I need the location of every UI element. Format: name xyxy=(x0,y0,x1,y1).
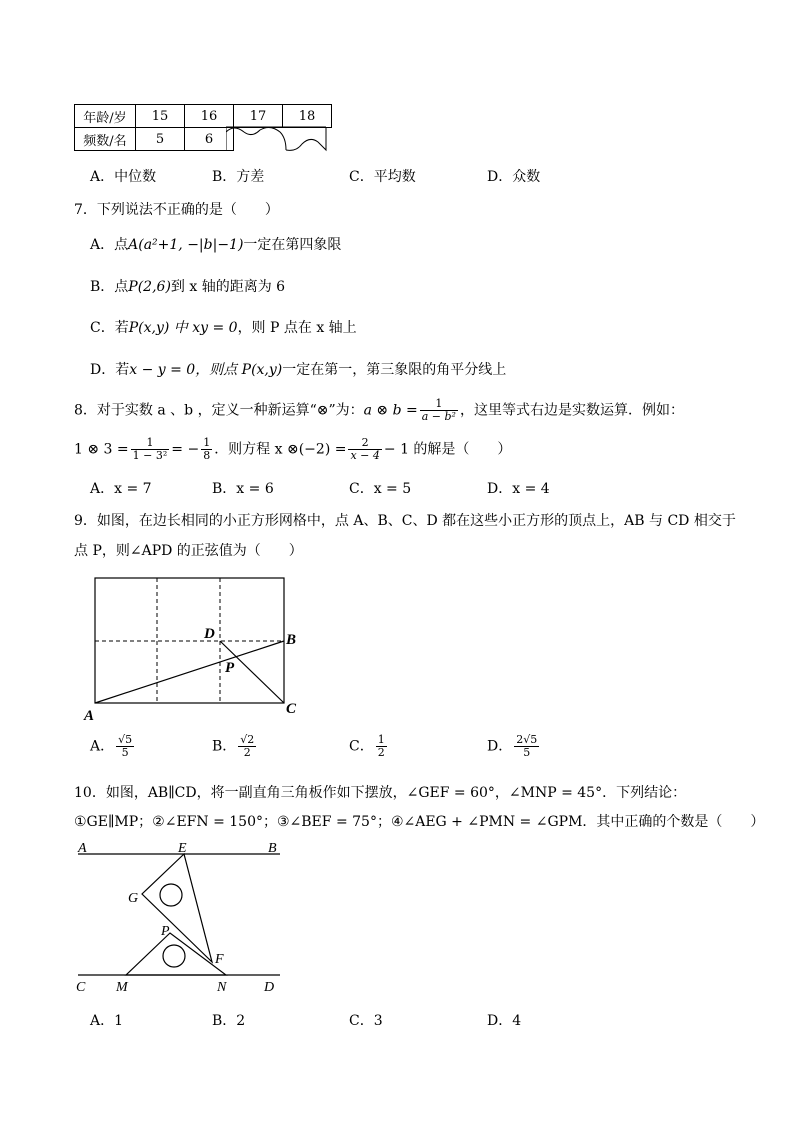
point-m-label: M xyxy=(116,980,128,995)
q8-ex-eq: = − xyxy=(171,441,200,458)
fraction-denominator: 1 − 3² xyxy=(132,449,168,462)
fraction-denominator: 2 xyxy=(243,746,251,759)
q7-stem: 7．下列说法不正确的是（ ） xyxy=(74,202,279,218)
q8-ex-post: − 1 的解是（ ） xyxy=(383,441,512,458)
segment-ab xyxy=(95,641,284,703)
q9-a-fraction xyxy=(116,734,134,759)
q7-b-math: P(2,6) xyxy=(128,279,171,295)
q9-d-fraction xyxy=(514,734,539,759)
q8-stem-line1 xyxy=(74,398,684,423)
q8-ex-fraction xyxy=(131,437,170,462)
q7-option-b[interactable] xyxy=(90,276,285,296)
q8-def-fraction xyxy=(420,398,458,423)
q10-triangle-diagram xyxy=(70,838,290,998)
fraction-denominator: 5 xyxy=(523,746,531,759)
q9-option-d[interactable] xyxy=(487,734,541,759)
q7-a-math: A(a²+1, −|b|−1) xyxy=(128,237,244,253)
q10-option-a[interactable]: A．1 xyxy=(90,1013,124,1029)
q8-stem-pre: 8．对于实数 a 、b ，定义一种新运算“⊗”为： xyxy=(74,402,364,419)
fraction-denominator: a − b² xyxy=(421,410,456,423)
q6-option-b[interactable]: B．方差 xyxy=(212,169,265,185)
q10-option-b[interactable]: B．2 xyxy=(212,1013,246,1029)
q7-d-suffix: 一定在第一，第三象限的角平分线上 xyxy=(282,362,507,378)
q9-c-fraction xyxy=(376,734,387,759)
q8-ex-lhs: 1 ⊗ 3 = xyxy=(74,441,129,458)
point-p-label: P xyxy=(161,924,170,939)
q7-c-math: P(x,y) 中 xy = 0 xyxy=(128,320,238,336)
table-cell: 频数/名 xyxy=(75,128,136,151)
q9-option-b[interactable] xyxy=(212,734,258,759)
triangle-hole xyxy=(163,945,185,967)
q8-stem-line2 xyxy=(74,437,511,462)
q9-c-letter: C． xyxy=(349,738,374,755)
point-a-label: A xyxy=(84,708,95,720)
q10-option-c[interactable]: C．3 xyxy=(349,1013,383,1029)
q7-b-prefix: B．点 xyxy=(90,279,129,295)
triangle-pmn xyxy=(126,933,226,975)
q7-option-a[interactable] xyxy=(90,234,341,254)
point-c-label: C xyxy=(76,980,86,995)
q7-a-prefix: A．点 xyxy=(90,237,129,253)
point-d-label: D xyxy=(204,626,215,642)
point-f-label: F xyxy=(215,952,224,967)
q10-option-d[interactable]: D．4 xyxy=(487,1013,522,1029)
table-cell: 15 xyxy=(136,105,185,128)
fraction-numerator: 2 xyxy=(348,437,381,450)
table-row xyxy=(75,105,332,128)
fraction-numerator: √2 xyxy=(240,733,255,746)
table-cell: 16 xyxy=(185,105,234,128)
q7-c-suffix: ，则 P 点在 x 轴上 xyxy=(237,320,357,336)
q8-option-b[interactable]: B．x = 6 xyxy=(212,481,274,497)
q9-b-fraction xyxy=(238,734,256,759)
point-p-label: P xyxy=(225,660,235,676)
table-cell: 5 xyxy=(136,128,185,151)
q7-option-c[interactable] xyxy=(90,317,357,337)
q7-c-prefix: C．若 xyxy=(90,320,129,336)
point-b-label: B xyxy=(268,841,277,856)
q9-a-letter: A． xyxy=(90,738,115,755)
point-e-label: E xyxy=(178,841,187,856)
table-cell: 6 xyxy=(185,128,234,151)
table-cell: 年龄/岁 xyxy=(75,105,136,128)
q9-grid-diagram xyxy=(80,570,310,720)
q8-option-a[interactable]: A．x = 7 xyxy=(90,481,152,497)
fraction-numerator: 2√5 xyxy=(516,733,538,746)
q7-d-prefix: D．若 xyxy=(90,362,130,378)
fraction-denominator: 5 xyxy=(121,746,129,759)
point-a-label: A xyxy=(78,841,87,856)
fraction-numerator: 1 xyxy=(377,733,385,746)
q8-option-d[interactable]: D．x = 4 xyxy=(487,481,550,497)
q7-option-d[interactable] xyxy=(90,359,506,379)
q10-stem-line1: 10．如图，AB∥CD，将一副直角三角板作如下摆放，∠GEF = 60°，∠MNP = 45°．下列结论： xyxy=(74,785,687,801)
fraction-numerator: 1 xyxy=(203,436,211,449)
q9-option-c[interactable] xyxy=(349,734,389,759)
fraction-numerator: √5 xyxy=(118,733,133,746)
q9-b-letter: B． xyxy=(212,738,237,755)
q9-stem-line1: 9．如图，在边长相同的小正方形网格中，点 A、B、C、D 都在这些小正方形的顶点上，AB 与 CD 相交于 xyxy=(74,513,736,529)
table-cell: 18 xyxy=(283,105,332,128)
fraction-numerator: 1 xyxy=(131,437,170,450)
q7-b-suffix: 到 x 轴的距离为 6 xyxy=(170,279,286,295)
point-b-label: B xyxy=(286,632,297,648)
point-c-label: C xyxy=(286,701,297,717)
torn-paper-edge xyxy=(226,126,328,152)
q8-stem-post: ，这里等式右边是实数运算．例如： xyxy=(459,402,684,419)
q7-d-math: x − y = 0，则点 P(x,y) xyxy=(129,362,283,378)
q8-ex-fraction2 xyxy=(201,437,212,462)
point-n-label: N xyxy=(217,980,227,995)
q9-d-letter: D． xyxy=(487,738,513,755)
q8-ex-mid: ．则方程 x ⊗(−2) = xyxy=(214,441,347,458)
q8-eq-fraction xyxy=(348,437,381,462)
table-cell: 17 xyxy=(234,105,283,128)
q6-option-d[interactable]: D．众数 xyxy=(487,169,541,185)
triangle-hole xyxy=(160,884,182,906)
fraction-denominator: 8 xyxy=(203,449,211,462)
q6-option-c[interactable]: C．平均数 xyxy=(349,169,416,185)
q8-option-c[interactable]: C．x = 5 xyxy=(349,481,412,497)
point-g-label: G xyxy=(128,891,139,906)
point-d-label: D xyxy=(264,980,275,995)
q7-a-suffix: 一定在第四象限 xyxy=(243,237,342,253)
q8-def-lhs: a ⊗ b = xyxy=(363,402,418,419)
fraction-numerator: 1 xyxy=(420,398,458,411)
q9-stem-line2: 点 P，则∠APD 的正弦值为（ ） xyxy=(74,543,303,559)
q6-option-a[interactable]: A．中位数 xyxy=(90,169,157,185)
fraction-denominator: 2 xyxy=(377,746,385,759)
fraction-denominator: x − 4 xyxy=(350,449,380,462)
q10-stem-line2: ①GE∥MP；②∠EFN = 150°；③∠BEF = 75°；④∠AEG + ∠PMN = ∠GPM．其中正确的个数是（ ） xyxy=(74,814,765,830)
q9-option-a[interactable] xyxy=(90,734,136,759)
